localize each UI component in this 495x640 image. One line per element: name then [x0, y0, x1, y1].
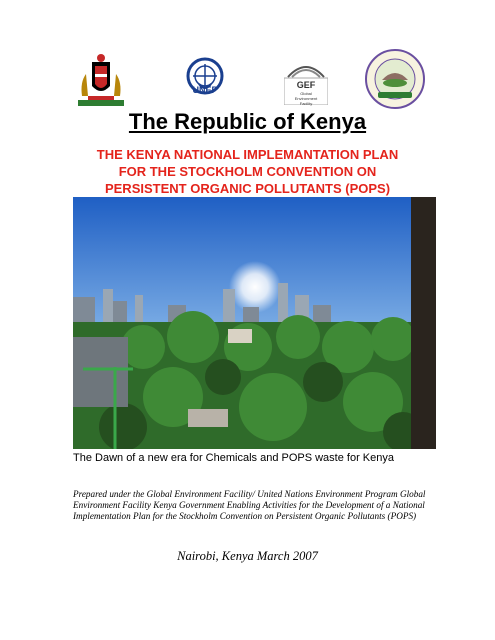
page-title: The Republic of Kenya: [128, 109, 367, 134]
photo-caption: The Dawn of a new era for Chemicals and POPS waste for Kenya: [73, 452, 394, 464]
logo-row: [0, 40, 495, 110]
gef-title: GEF: [296, 80, 316, 90]
nairobi-skyline-photo: [73, 197, 436, 449]
gef-subtitle: Global Environment Facility: [294, 91, 318, 106]
kenya-coat-of-arms-icon: [78, 52, 124, 110]
unep-laurel-logo-icon: [185, 56, 225, 106]
ministry-seal-icon: [364, 48, 426, 110]
subtitle-line: FOR THE STOCKHOLM CONVENTION ON: [118, 164, 377, 179]
document-subtitle: [60, 146, 435, 197]
prepared-under-text: Prepared under the Global Environment Facility/ United Nations Environment Program Global Environment Facility Kenya Government Enabling Activities for the Development of a National Implementation Plan for the Stockholm Convention on Persistent Organic Pollutants (POPS): [73, 489, 426, 521]
subtitle-line: THE KENYA NATIONAL IMPLEMANTATION PLAN: [96, 147, 399, 162]
subtitle-line: PERSISTENT ORGANIC POLLUTANTS (POPS): [104, 181, 391, 196]
place-date: Nairobi, Kenya March 2007: [177, 549, 318, 563]
unep-caption: UNEP: [192, 85, 218, 95]
